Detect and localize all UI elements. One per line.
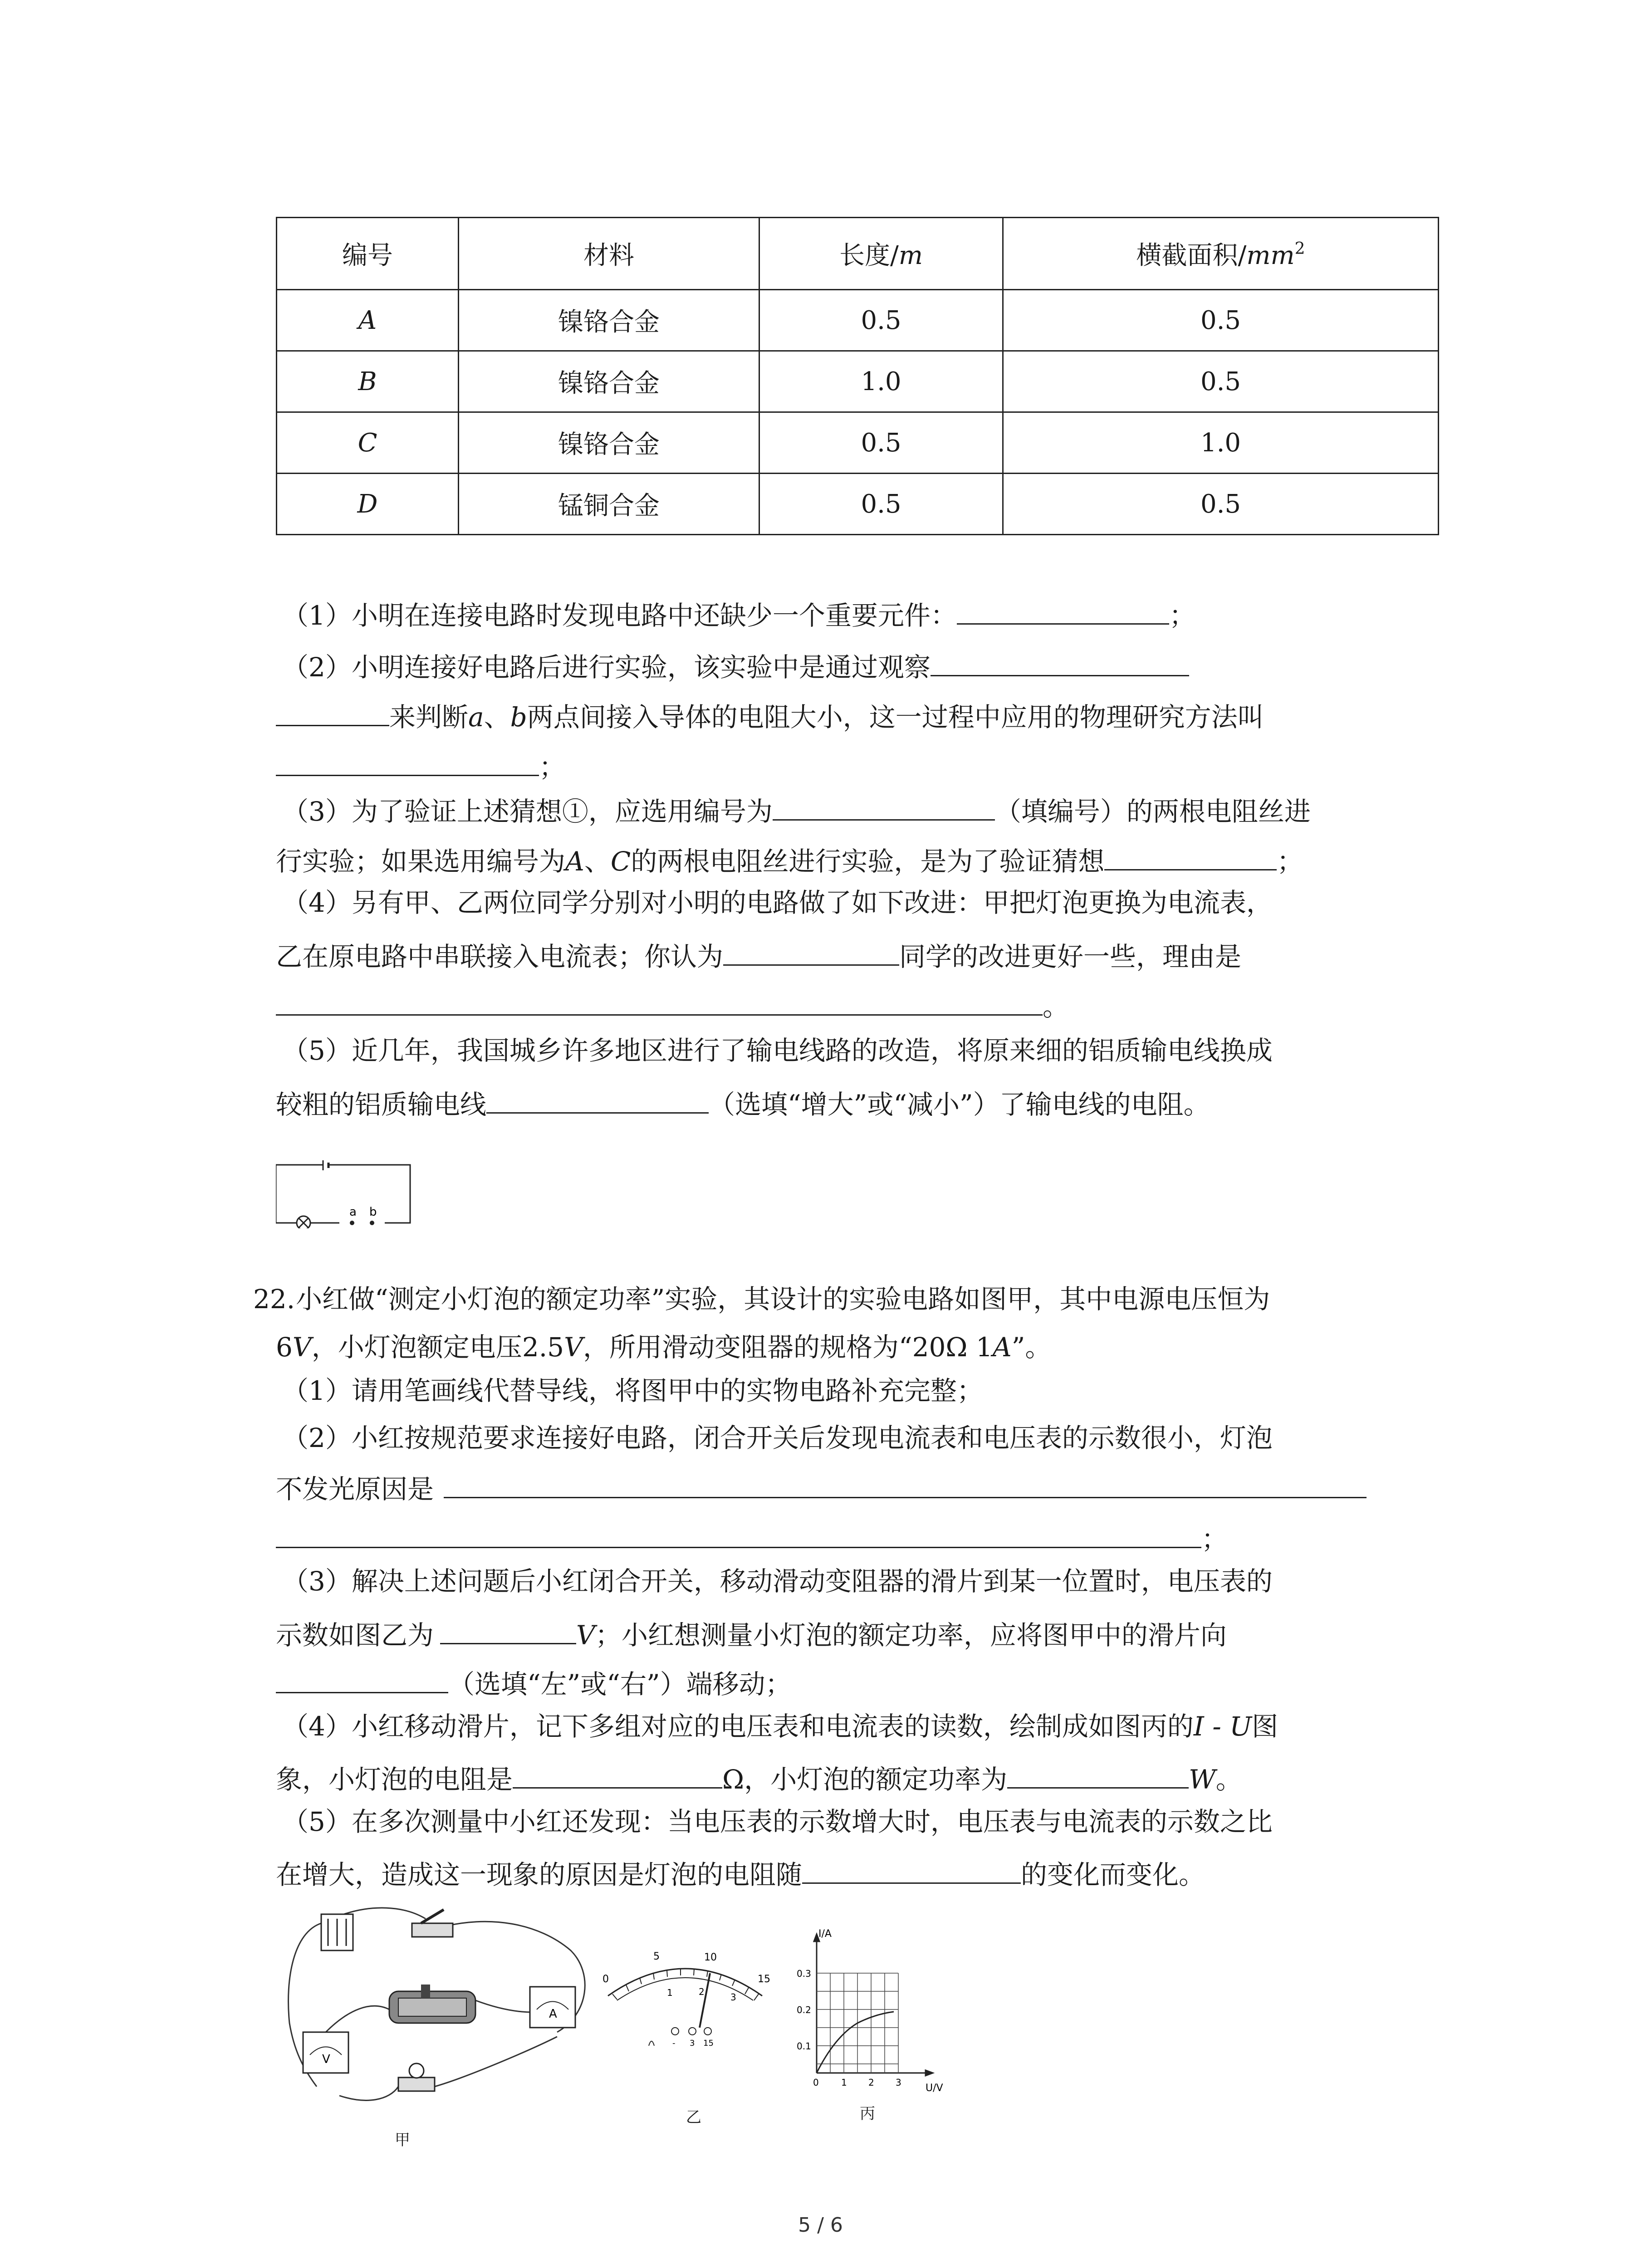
answer-blank[interactable] bbox=[486, 1082, 709, 1114]
q21-part2-line3: ； bbox=[276, 745, 565, 785]
cell-length: 0.5 bbox=[759, 474, 1003, 535]
tick-label: 0 bbox=[603, 1974, 609, 1985]
y-tick-label: 0.1 bbox=[797, 2041, 811, 2052]
y-tick-label: 0.3 bbox=[797, 1968, 811, 1979]
wire bbox=[435, 2037, 557, 2087]
terminal-hook bbox=[649, 2041, 654, 2046]
q22-part2-line3: ； bbox=[276, 1517, 1228, 1557]
answer-blank[interactable] bbox=[276, 1517, 1201, 1548]
wire bbox=[344, 1908, 426, 1919]
x-tick-label: 3 bbox=[896, 2077, 901, 2088]
cell-id: D bbox=[277, 474, 459, 535]
y-axis-label: I/A bbox=[818, 1928, 832, 1940]
label-b: b bbox=[369, 1205, 377, 1219]
q21-part3-line2: 行实验；如果选用编号为A、C的两根电阻丝进行实验，是为了验证猜想 ； bbox=[276, 839, 1303, 880]
sub-tick-label: 3 bbox=[730, 1992, 736, 2003]
gap-break bbox=[339, 1219, 385, 1227]
terminal-ring bbox=[689, 2028, 696, 2035]
ammeter bbox=[530, 1987, 575, 2028]
sub-tick-label: 2 bbox=[699, 1986, 705, 1997]
q22-part4-line2: 象，小灯泡的电阻是 Ω，小灯泡的额定功率为 W。 bbox=[276, 1757, 1242, 1798]
sub-tick-label: 1 bbox=[667, 1987, 673, 1998]
cell-material: 锰铜合金 bbox=[459, 474, 759, 535]
terminal-b bbox=[370, 1221, 374, 1225]
q21-part4-line3: 。 bbox=[276, 984, 1069, 1025]
q22-intro-line1: 小红做“测定小灯泡的额定功率”实验，其设计的实验电路如图甲，其中电源电压恒为 bbox=[296, 1284, 1270, 1315]
answer-blank[interactable] bbox=[276, 695, 389, 726]
cell-material: 镍铬合金 bbox=[459, 290, 759, 351]
lamp bbox=[398, 2063, 435, 2091]
q22-part4-line1: （4）小红移动滑片，记下多组对应的电压表和电流表的读数，绘制成如图丙的I - U图 bbox=[282, 1711, 1279, 1742]
question-number: 22. bbox=[253, 1284, 295, 1315]
caption-jia: 甲 bbox=[395, 2131, 410, 2149]
page-number: 5 / 6 bbox=[798, 2214, 843, 2237]
terminal-label: 3 bbox=[690, 2038, 695, 2048]
caption-yi: 乙 bbox=[686, 2108, 701, 2126]
answer-blank[interactable] bbox=[1007, 1757, 1189, 1789]
answer-blank[interactable] bbox=[276, 1662, 448, 1693]
caption-bing: 丙 bbox=[860, 2105, 875, 2123]
scale-ticks bbox=[612, 1969, 759, 2000]
ammeter-label: A bbox=[549, 2007, 557, 2021]
x-axis-label: U/V bbox=[926, 2082, 943, 2094]
table-row bbox=[277, 351, 1439, 412]
q21-part3-line1: （3）为了验证上述猜想①，应选用编号为 （填编号）的两根电阻丝进 bbox=[282, 789, 1311, 830]
x-tick-label: 0 bbox=[813, 2077, 819, 2088]
q22-part3-line2: 示数如图乙为 V；小红想测量小灯泡的额定功率，应将图甲中的滑片向 bbox=[276, 1613, 1227, 1653]
cell-material: 镍铬合金 bbox=[459, 351, 759, 412]
q22-part5-line2: 在增大，造成这一现象的原因是灯泡的电阻随 的变化而变化。 bbox=[276, 1853, 1205, 1893]
voltmeter bbox=[303, 2032, 348, 2073]
cell-length: 1.0 bbox=[759, 351, 1003, 412]
cell-id: C bbox=[277, 412, 459, 474]
q21-part4-line1: （4）另有甲、乙两位同学分别对小明的电路做了如下改进：甲把灯泡更换为电流表， bbox=[282, 887, 1273, 918]
terminal-label: - bbox=[672, 2038, 676, 2048]
voltmeter-label: V bbox=[322, 2053, 330, 2066]
answer-blank[interactable] bbox=[773, 789, 995, 821]
header-area: 横截面积$/mm^2$ bbox=[1003, 218, 1439, 290]
resistance-wire-table bbox=[276, 217, 1439, 535]
cell-length: 0.5 bbox=[759, 412, 1003, 474]
header-length: 长度/m bbox=[759, 218, 1003, 290]
q21-part2-line1: （2）小明连接好电路后进行实验，该实验中是通过观察 bbox=[282, 645, 1189, 685]
battery-pack bbox=[321, 1914, 353, 1950]
answer-blank[interactable] bbox=[723, 934, 899, 966]
tick-label: 5 bbox=[653, 1951, 660, 1962]
rheostat bbox=[389, 1984, 475, 2023]
answer-blank[interactable] bbox=[440, 1613, 576, 1644]
label-a: a bbox=[349, 1205, 357, 1219]
q22-intro-line2: 6V，小灯泡额定电压2.5V，所用滑动变阻器的规格为“20Ω 1A”。 bbox=[276, 1332, 1052, 1363]
tick-label: 10 bbox=[704, 1952, 717, 1963]
cell-area: 1.0 bbox=[1003, 412, 1439, 474]
table-row bbox=[277, 474, 1439, 535]
q22-part3-line3: （选填“左”或“右”）端移动； bbox=[276, 1662, 792, 1702]
answer-blank[interactable] bbox=[513, 1757, 722, 1789]
answer-blank[interactable] bbox=[957, 593, 1169, 625]
figure-yi-voltmeter-scale bbox=[599, 1932, 771, 2068]
q22-part5-line1: （5）在多次测量中小红还发现：当电压表的示数增大时，电压表与电流表的示数之比 bbox=[282, 1806, 1273, 1837]
figure-jia-circuit bbox=[276, 1896, 612, 2118]
terminal-ring bbox=[671, 2028, 679, 2035]
q21-part2-line2: 来判断a、b两点间接入导体的电阻大小，这一过程中应用的物理研究方法叫 bbox=[276, 695, 1264, 735]
table-row bbox=[277, 290, 1439, 351]
answer-blank[interactable] bbox=[444, 1467, 1367, 1498]
wire bbox=[326, 2006, 389, 2032]
terminal-ring bbox=[704, 2028, 711, 2035]
answer-blank[interactable] bbox=[276, 984, 1043, 1016]
q21-part1: （1）小明在连接电路时发现电路中还缺少一个重要元件： ； bbox=[282, 593, 1195, 634]
tick-label: 15 bbox=[758, 1974, 770, 1985]
q21-part5-line1: （5）近几年，我国城乡许多地区进行了输电线路的改造，将原来细的铝质输电线换成 bbox=[282, 1035, 1273, 1066]
cell-id: A bbox=[277, 290, 459, 351]
cell-area: 0.5 bbox=[1003, 474, 1439, 535]
circuit-wire bbox=[276, 1165, 297, 1223]
q22-part2-line1: （2）小红按规范要求连接好电路，闭合开关后发现电流表和电压表的示数很小，灯泡 bbox=[282, 1422, 1273, 1453]
cell-area: 0.5 bbox=[1003, 290, 1439, 351]
answer-blank[interactable] bbox=[276, 745, 539, 776]
q21-part4-line2: 乙在原电路中串联接入电流表；你认为 同学的改进更好一些，理由是 bbox=[276, 934, 1241, 975]
table-row bbox=[277, 412, 1439, 474]
wire bbox=[339, 2087, 398, 2100]
answer-blank[interactable] bbox=[802, 1853, 1021, 1884]
y-tick-label: 0.2 bbox=[797, 2004, 811, 2015]
x-axis-arrow bbox=[926, 2070, 933, 2076]
q22-part3-line1: （3）解决上述问题后小红闭合开关，移动滑动变阻器的滑片到某一位置时，电压表的 bbox=[282, 1566, 1273, 1597]
header-material: 材料 bbox=[459, 218, 759, 290]
x-tick-label: 2 bbox=[868, 2077, 874, 2088]
cell-id: B bbox=[277, 351, 459, 412]
q22-part2-line2: 不发光原因是 bbox=[276, 1467, 1367, 1507]
figure-bing-iu-graph bbox=[780, 1923, 962, 2105]
meter-needle bbox=[700, 1973, 710, 2028]
cell-length: 0.5 bbox=[759, 290, 1003, 351]
terminal-label: 15 bbox=[703, 2038, 714, 2048]
q21-circuit-figure bbox=[276, 1160, 412, 1228]
terminal-a bbox=[350, 1221, 354, 1225]
table-header-row bbox=[277, 218, 1439, 290]
cell-area: 0.5 bbox=[1003, 351, 1439, 412]
answer-blank[interactable] bbox=[1104, 839, 1277, 870]
x-tick-label: 1 bbox=[841, 2077, 847, 2088]
q21-part5-line2: 较粗的铝质输电线 （选填“增大”或“减小”）了输电线的电阻。 bbox=[276, 1082, 1210, 1123]
cell-material: 镍铬合金 bbox=[459, 412, 759, 474]
switch bbox=[412, 1910, 453, 1937]
q22-part1: （1）请用笔画线代替导线，将图甲中的实物电路补充完整； bbox=[282, 1375, 983, 1406]
answer-blank[interactable] bbox=[931, 645, 1189, 676]
header-id: 编号 bbox=[277, 218, 459, 290]
